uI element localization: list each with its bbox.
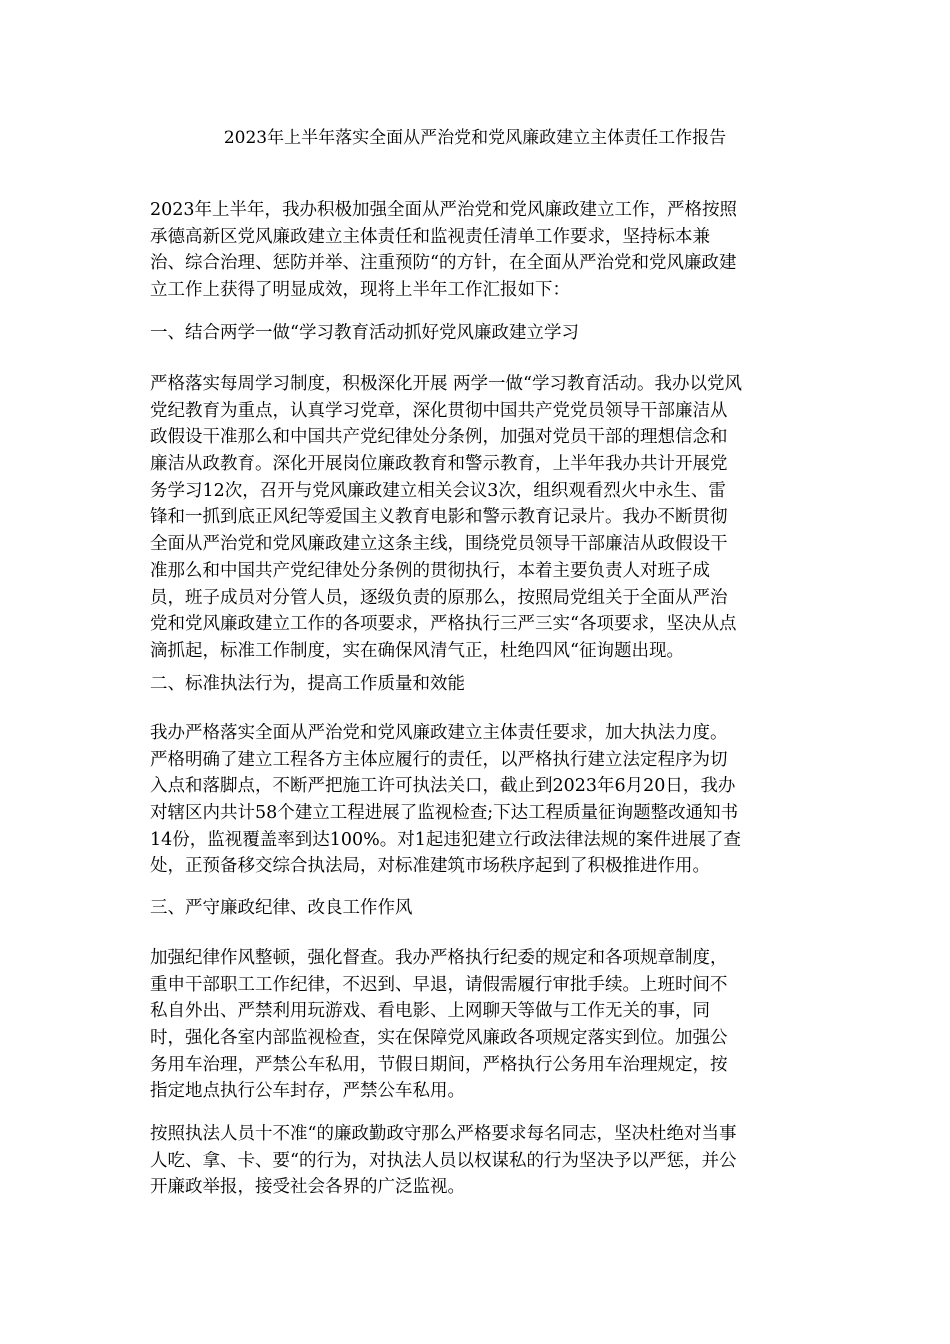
- document-title: 2023年上半年落实全面从严治党和党风廉政建立主体责任工作报告: [223, 128, 727, 148]
- paragraph-line: 严格明确了建立工程各方主体应履行的责任，以严格执行建立法定程序为切: [150, 749, 728, 770]
- paragraph-line: 对辖区内共计58个建立工程进展了监视检查;下达工程质量征询题整改通知书: [150, 803, 739, 824]
- paragraph-line: 人吃、拿、卡、要“的行为，对执法人员以权谋私的行为坚决予以严惩，并公: [150, 1150, 737, 1171]
- paragraph-line: 处，正预备移交综合执法局，对标准建筑市场秩序起到了积极推进作用。: [150, 856, 710, 877]
- paragraph-line: 重申干部职工工作纪律，不迟到、早退，请假需履行审批手续。上班时间不: [150, 974, 728, 995]
- paragraph-line: 务用车治理，严禁公车私用，节假日期间，严格执行公务用车治理规定，按: [150, 1054, 728, 1075]
- section-3-paragraph-2: [150, 1121, 800, 1201]
- section-heading-3: [150, 895, 800, 922]
- section-heading: 一、结合两学一做“学习教育活动抓好党风廉政建立学习: [150, 323, 579, 343]
- paragraph-line: 14份，监视覆盖率到达100%。对1起违犯建立行政法律法规的案件进展了查: [150, 829, 741, 850]
- paragraph-line: 廉洁从政教育。深化开展岗位廉政教育和警示教育，上半年我办共计开展党: [150, 454, 728, 475]
- paragraph-line: 治、综合治理、惩防并举、注重预防“的方针，在全面从严治党和党风廉政建: [150, 253, 737, 274]
- section-3-paragraph-1: [150, 945, 800, 1105]
- paragraph-line: 政假设干准那么和中国共产党纪律处分条例，加强对党员干部的理想信念和: [150, 427, 728, 448]
- section-1-paragraph: [150, 371, 800, 665]
- paragraph-line: 我办严格落实全面从严治党和党风廉政建立主体责任要求，加大执法力度。: [150, 723, 728, 743]
- paragraph-line: 2023年上半年，我办积极加强全面从严治党和党风廉政建立工作，严格按照: [150, 200, 738, 220]
- paragraph-line: 严格落实每周学习制度，积极深化开展 两学一做“学习教育活动。我办以党风: [150, 374, 743, 394]
- paragraph-line: 党纪教育为重点，认真学习党章，深化贯彻中国共产党党员领导干部廉洁从: [150, 400, 728, 421]
- section-heading: 三、严守廉政纪律、改良工作作风: [150, 898, 413, 918]
- section-heading-1: [150, 320, 800, 347]
- paragraph-line: 指定地点执行公车封存，严禁公车私用。: [150, 1081, 465, 1102]
- paragraph-line: 准那么和中国共产党纪律处分条例的贯彻执行，本着主要负责人对班子成: [150, 560, 710, 581]
- paragraph-line: 加强纪律作风整顿，强化督查。我办严格执行纪委的规定和各项规章制度，: [150, 948, 728, 968]
- section-2-paragraph: [150, 720, 800, 880]
- paragraph-line: 开廉政举报，接受社会各界的广泛监视。: [150, 1177, 465, 1198]
- paragraph-line: 按照执法人员十不准“的廉政勤政守那么严格要求每名同志，坚决杜绝对当事: [150, 1124, 737, 1144]
- intro-paragraph: [150, 197, 800, 304]
- section-heading: 二、标准执法行为，提高工作质量和效能: [150, 674, 465, 694]
- paragraph-line: 私自外出、严禁利用玩游戏、看电影、上网聊天等做与工作无关的事，同: [150, 1001, 710, 1022]
- paragraph-line: 务学习12次，召开与党风廉政建立相关会议3次，组织观看烈火中永生、雷: [150, 480, 726, 501]
- paragraph-line: 员，班子成员对分管人员，逐级负责的原那么，按照局党组关于全面从严治: [150, 587, 728, 608]
- paragraph-line: 锋和一抓到底正风纪等爱国主义教育电影和警示教育记录片。我办不断贯彻: [150, 507, 728, 528]
- paragraph-line: 时，强化各室内部监视检查，实在保障党风廉政各项规定落实到位。加强公: [150, 1028, 728, 1049]
- paragraph-line: 全面从严治党和党风廉政建立这条主线，围绕党员领导干部廉洁从政假设干: [150, 534, 728, 555]
- paragraph-line: 承德高新区党风廉政建立主体责任和监视责任清单工作要求，坚持标本兼: [150, 226, 710, 247]
- paragraph-line: 滴抓起，标准工作制度，实在确保风清气正，杜绝四风“征询题出现。: [150, 640, 684, 661]
- paragraph-line: 党和党风廉政建立工作的各项要求，严格执行三严三实“各项要求，坚决从点: [150, 614, 737, 635]
- section-heading-2: [150, 671, 800, 698]
- paragraph-line: 入点和落脚点，不断严把施工许可执法关口，截止到2023年6月20日，我办: [150, 776, 736, 797]
- paragraph-line: 立工作上获得了明显成效，现将上半年工作汇报如下：: [150, 280, 570, 301]
